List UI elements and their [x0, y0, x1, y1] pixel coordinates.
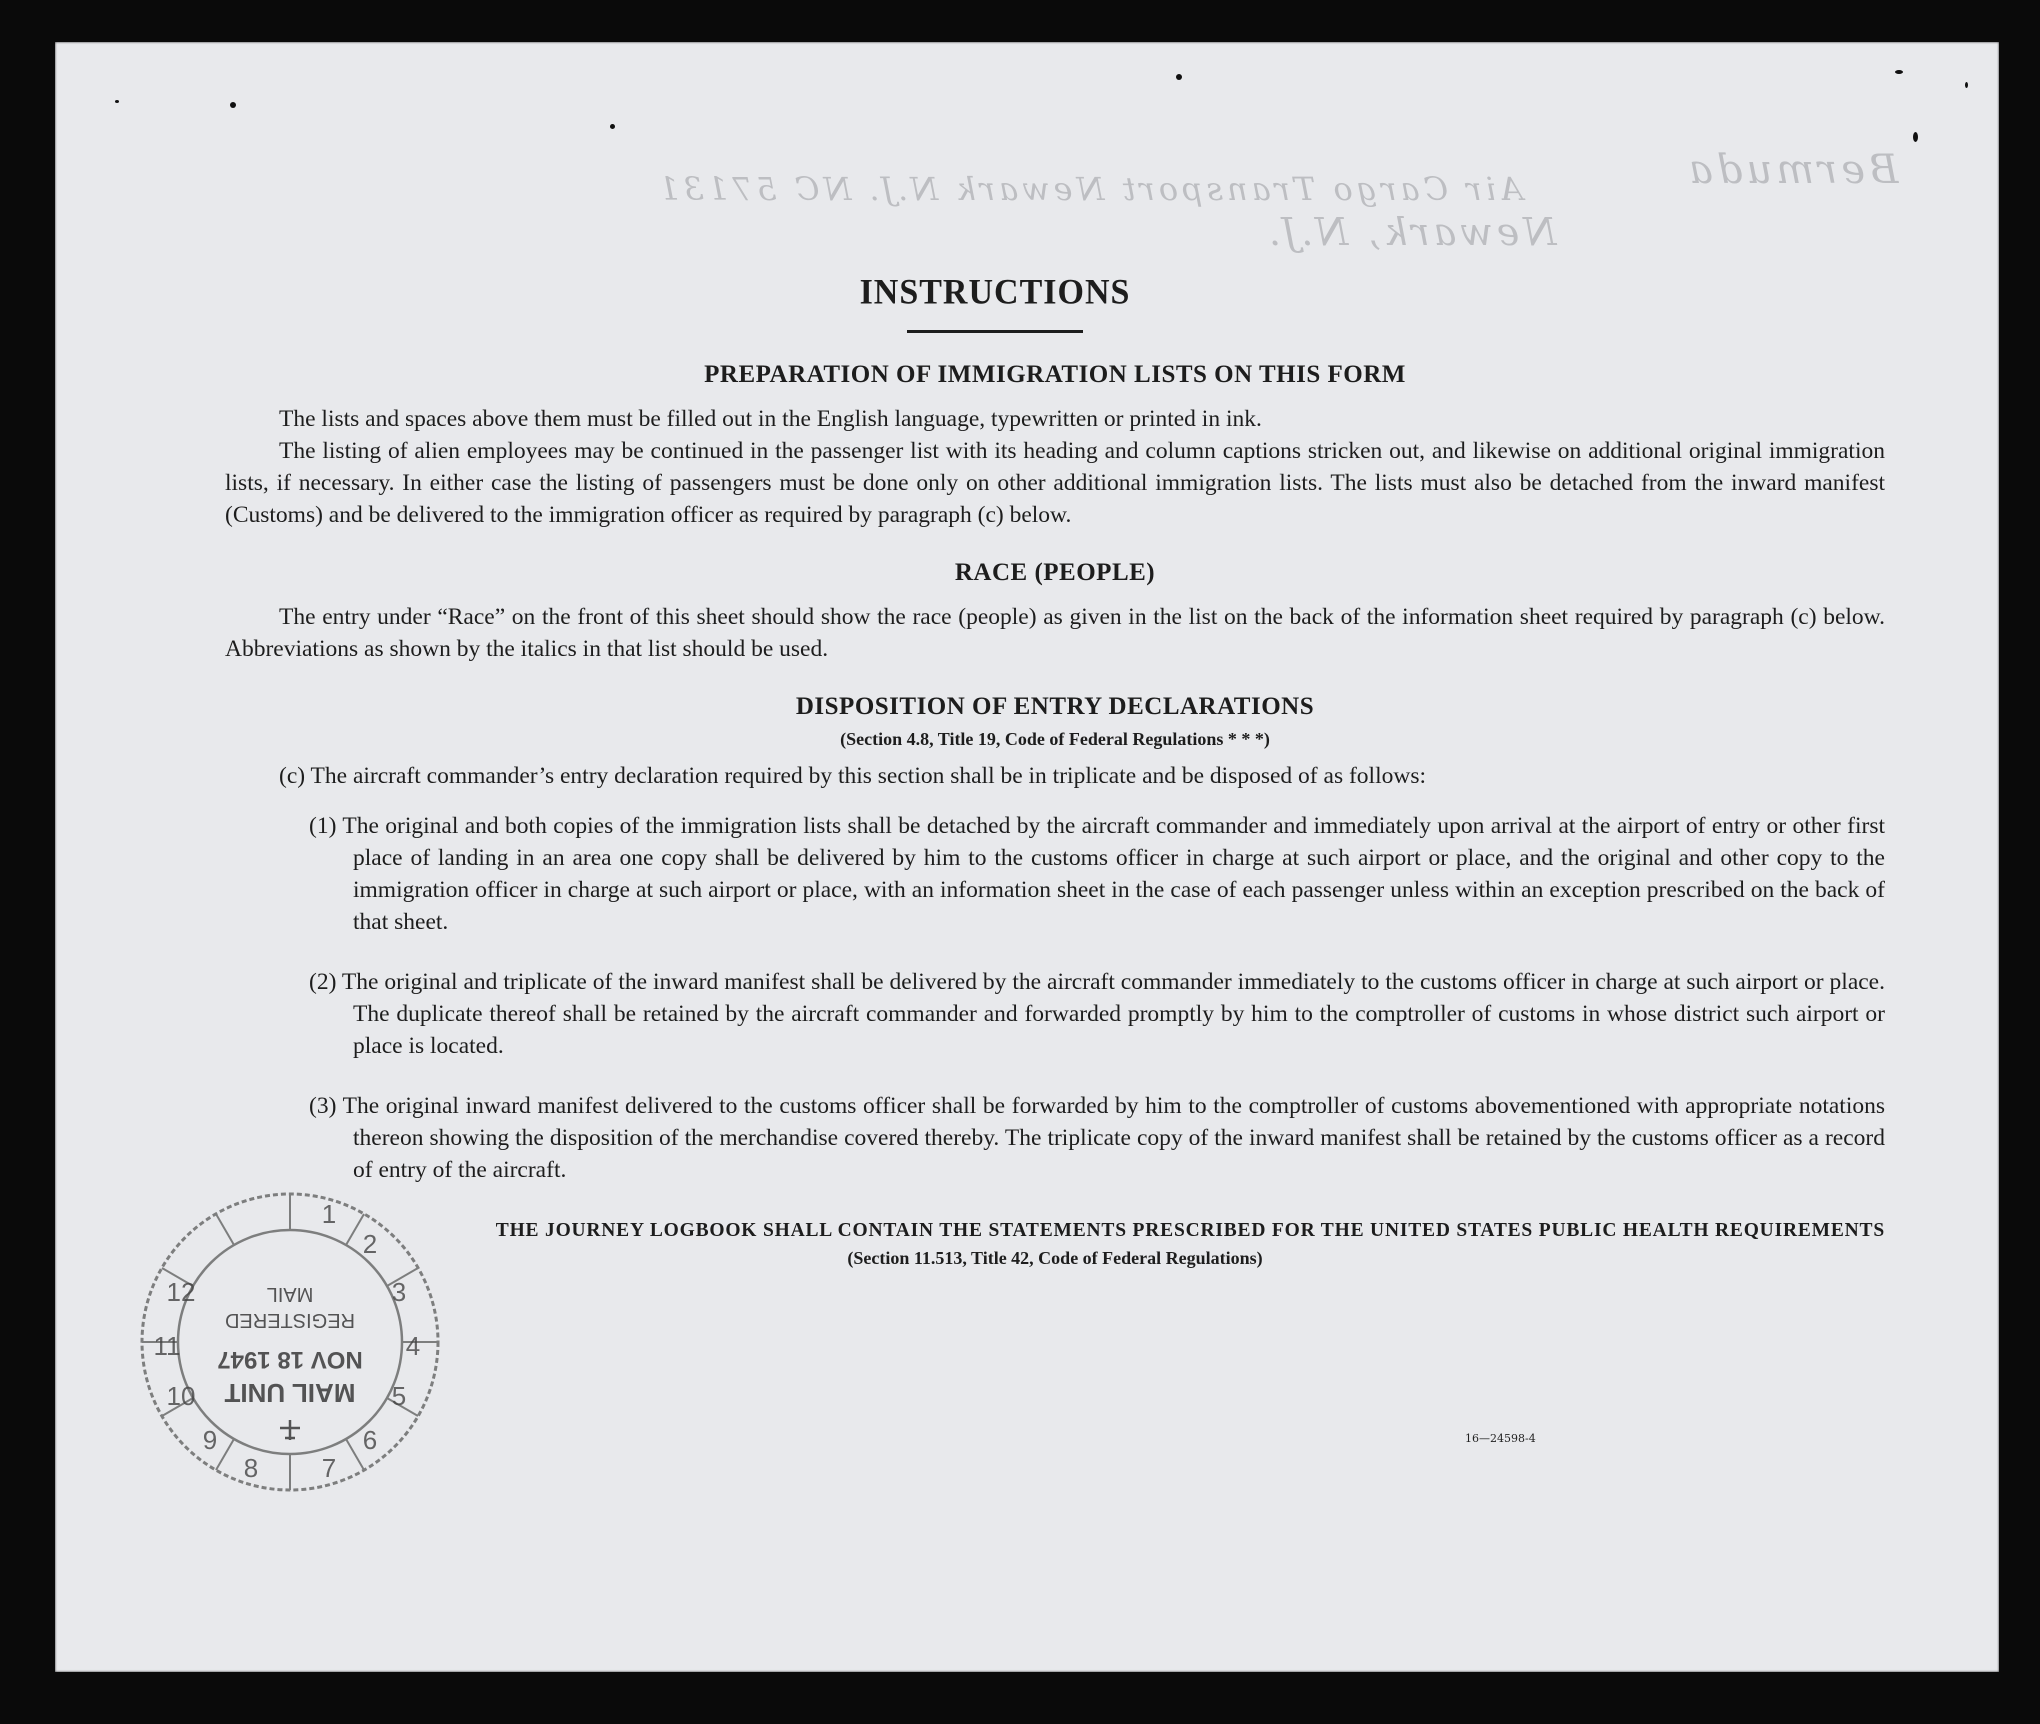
page-title: INSTRUCTIONS	[859, 273, 1131, 312]
stamp-ring-digit: 3	[391, 1277, 407, 1307]
stamp-ring-digit: 5	[391, 1381, 407, 1411]
document-page	[55, 42, 1999, 1672]
stamp-ring-digit: 6	[362, 1425, 378, 1455]
race-heading: RACE (PEOPLE)	[954, 559, 1156, 586]
instructions-content	[225, 274, 1885, 1269]
stamp-date: NOV 18 1947	[217, 1346, 363, 1373]
disposition-item-1: (1) The original and both copies of the immigration lists shall be detached by the aircraft commander and immediately upon arrival at the airport of entry or other first place of landing in an area one copy shall be delivered by him to the customs officer in charge at such airport or place, and the original and other copy to the immigration officer in charge at such airport or place, with an information sheet in the case of each passenger unless within an exception prescribed on the back of that sheet.	[309, 813, 1885, 935]
scan-speck	[1176, 74, 1182, 80]
stamp-ring-digit: 9	[202, 1425, 218, 1455]
preparation-heading: PREPARATION OF IMMIGRATION LISTS ON THIS FORM	[704, 361, 1406, 388]
stamp-mail-unit: MAIL UNIT	[224, 1378, 356, 1408]
public-health-statement: THE JOURNEY LOGBOOK SHALL CONTAIN THE STATEMENTS PRESCRIBED FOR THE UNITED STATES PUBLIC HEALTH REQUIREMENTS	[495, 1220, 1885, 1241]
form-number: 16—24598-4	[1465, 1432, 1536, 1445]
scan-speck	[1895, 70, 1903, 74]
show-through-line-1: Bermuda	[1685, 147, 1899, 193]
preparation-paragraph-2: The listing of alien employees may be continued in the passenger list with its heading and column captions stricken out, and likewise on additional original immigration lists, if necessary. In either case the listing of passengers must be done only on other additional immigration lists. The lists must also be detached from the inward manifest (Customs) and be delivered to the immigration officer as required by paragraph (c) below.	[225, 438, 1885, 528]
stamp-ring-digit: 12	[166, 1277, 196, 1307]
race-paragraph: The entry under “Race” on the front of this sheet should show the race (people) as given in the list on the back of the information sheet required by paragraph (c) below. Abbreviations as shown by the italics in that list should be used.	[225, 604, 1885, 662]
title-rule	[907, 330, 1083, 333]
scan-speck	[115, 100, 119, 103]
show-through-line-2: Air Cargo Transport Newark N.J. NC 57131	[655, 170, 1523, 208]
disposition-citation: (Section 4.8, Title 19, Code of Federal Regulations * * *)	[840, 729, 1270, 749]
stamp-mail: MAIL	[266, 1283, 314, 1305]
preparation-paragraph-1: The lists and spaces above them must be filled out in the English language, typewritten or printed in ink.	[279, 406, 1262, 432]
public-health-citation: (Section 11.513, Title 42, Code of Federal Regulations)	[847, 1248, 1263, 1268]
stamp-ring-digit: 11	[153, 1331, 181, 1361]
disposition-intro: (c) The aircraft commander’s entry declaration required by this section shall be in triplicate and be disposed of as follows:	[279, 763, 1426, 789]
disposition-item-3: (3) The original inward manifest delivered to the customs officer shall be forwarded by him to the comptroller of customs abovementioned with appropriate notations thereon showing the disposition of the merchandise covered thereby. The triplicate copy of the inward manifest shall be retained by the customs officer as a record of entry of the aircraft.	[309, 1093, 1885, 1183]
registered-mail-stamp	[135, 1177, 445, 1507]
stamp-registered: REGISTERED	[224, 1309, 356, 1331]
disposition-heading: DISPOSITION OF ENTRY DECLARATIONS	[795, 693, 1315, 720]
stamp-ring-digit: 10	[166, 1381, 196, 1411]
stamp-ring-digit: 8	[243, 1453, 259, 1483]
stamp-ring-digit: 7	[321, 1453, 337, 1483]
disposition-item-2: (2) The original and triplicate of the inward manifest shall be delivered by the aircraft commander immediately to the customs officer in charge at such airport or place. The duplicate thereof shall be retained by the aircraft commander and forwarded promptly by him to the comptroller of customs in whose district such airport or place is located.	[309, 969, 1885, 1059]
scan-speck	[1965, 82, 1968, 88]
scan-speck	[230, 102, 236, 108]
scan-speck	[1913, 132, 1918, 142]
stamp-ring-digit: 1	[321, 1199, 337, 1229]
stamp-ring-digit: 4	[405, 1331, 421, 1361]
stamp-airplane-icon	[280, 1420, 300, 1440]
show-through-line-3: Newark, N.J.	[1265, 210, 1557, 254]
scan-speck	[610, 124, 615, 129]
stamp-ring-digit: 2	[362, 1229, 378, 1259]
